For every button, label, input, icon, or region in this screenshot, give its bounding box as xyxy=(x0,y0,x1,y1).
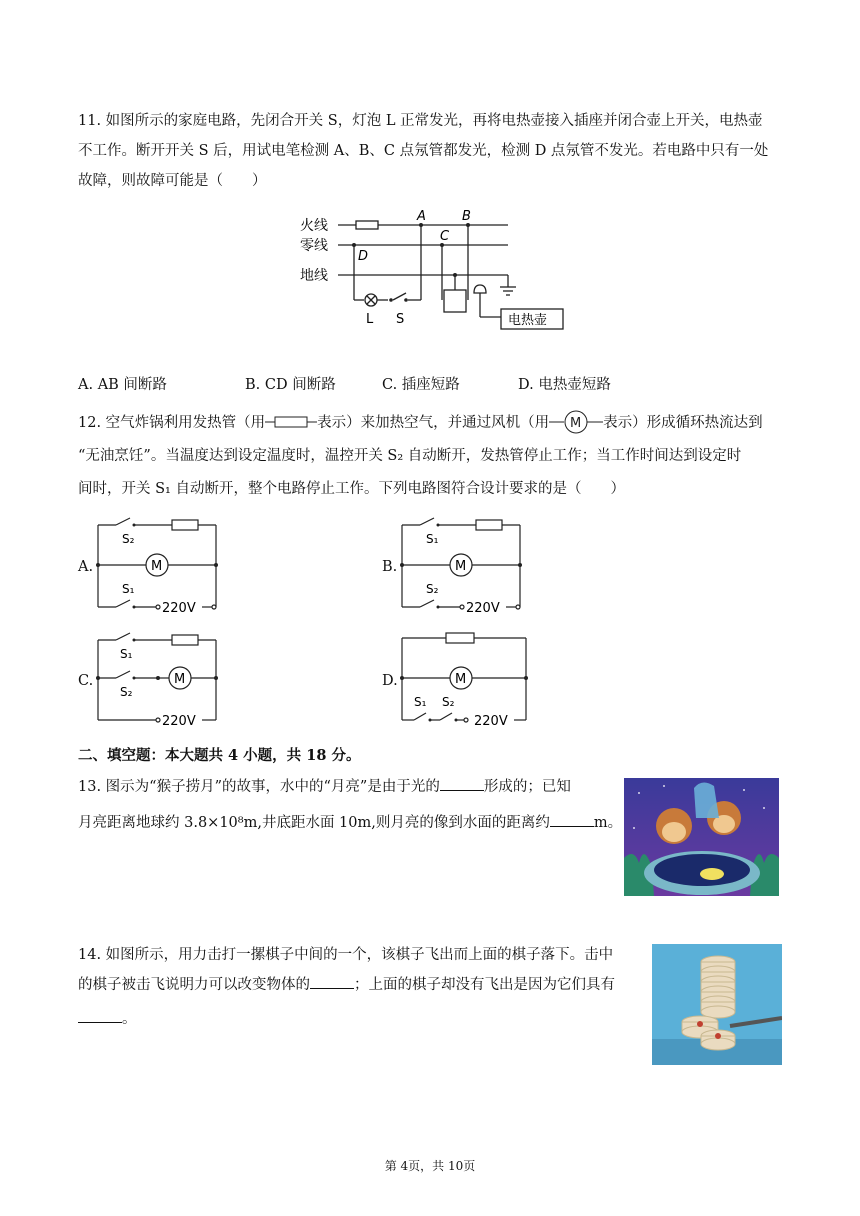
ground-wire-label: 地线 xyxy=(300,268,328,284)
q12-line1-part2: 表示）来加热空气，并通过风机（用 xyxy=(317,415,550,431)
circuit-c-s1: S₁ xyxy=(120,647,133,661)
circuit-b-diagram xyxy=(398,515,528,615)
chess-stack-photo xyxy=(652,944,782,1065)
q12-line2: “无油烹饪”。当温度达到设定温度时，温控开关 S₂ 自动断开，发热管停止工作；当工作时间达到设定时 xyxy=(78,448,742,464)
fan-motor-symbol xyxy=(549,409,603,435)
q14-line2 xyxy=(78,970,638,1000)
point-d-label: D xyxy=(358,249,369,264)
section-heading: 二、填空题：本大题共 4 小题，共 18 分。 xyxy=(78,747,361,764)
q11-circuit-figure xyxy=(296,205,596,345)
circuit-b-s1: S₁ xyxy=(426,532,439,546)
circuit-c-voltage: 220V xyxy=(162,714,196,728)
q14-line1: 14. 如图所示，用力击打一摞棋子中间的一个，该棋子飞出而上面的棋子落下。击中 xyxy=(78,947,614,963)
q13-line1-part1: 13. 图示为“猴子捞月”的故事，水中的“月亮”是由于光的 xyxy=(78,779,440,795)
switch-label: S xyxy=(396,312,405,327)
circuit-d-s1: S₁ xyxy=(414,695,427,709)
q13-line2-part1: 月亮距离地球约 3.8×10⁸m,井底距水面 10m,则月亮的像到水面的距离约 xyxy=(78,815,550,831)
circuit-d-motor-letter: M xyxy=(455,672,467,687)
circuit-a-voltage: 220V xyxy=(162,601,196,615)
q12-line3: 间时，开关 S₁ 自动断开，整个电路停止工作。下列电路图符合设计要求的是（ ） xyxy=(78,481,625,497)
q14-line2-part1: 的棋子被击飞说明力可以改变物体的 xyxy=(78,977,310,993)
circuit-a-s1: S₁ xyxy=(122,582,135,596)
q11-option-d: D. 电热壶短路 xyxy=(518,377,611,393)
q13-line1-part2: 形成的；已知 xyxy=(483,779,571,795)
q11-line2: 不工作。断开开关 S 后，用试电笔检测 A、B、C 点氖管都发光，检测 D 点氖管不发光。若电路中只有一处 xyxy=(78,143,769,159)
q11-option-c: C. 插座短路 xyxy=(382,377,460,393)
q12-line1-part1: 12. 空气炸锅利用发热管（用 xyxy=(78,415,266,431)
q12-line1 xyxy=(78,408,778,438)
circuit-a-s2: S₂ xyxy=(122,532,135,546)
q11-option-a: A. AB 间断路 xyxy=(78,377,167,393)
q13-blank-2 xyxy=(550,812,594,827)
q11-option-b: B. CD 间断路 xyxy=(245,377,336,393)
circuit-b-s2: S₂ xyxy=(426,582,439,596)
q14-blank-1 xyxy=(310,974,354,989)
circuit-a-motor-letter: M xyxy=(151,559,163,574)
q13-line1 xyxy=(78,772,618,802)
circuit-b-voltage: 220V xyxy=(466,601,500,615)
circuit-b-motor-letter: M xyxy=(455,559,467,574)
circuit-c-diagram xyxy=(94,628,224,728)
kettle-label: 电热壶 xyxy=(508,313,548,328)
circuit-d-diagram xyxy=(398,628,533,728)
circuit-a-diagram xyxy=(94,515,224,615)
q13-line2 xyxy=(78,808,623,838)
page-footer: 第 4页，共 10页 xyxy=(384,1159,476,1173)
q14-line3 xyxy=(78,1004,638,1034)
q11-line1: 11. 如图所示的家庭电路，先闭合开关 S，灯泡 L 正常发光，再将电热壶接入插座并闭合壶上开关，电热壶 xyxy=(78,113,763,129)
q13-line2-part2: m。 xyxy=(593,815,623,831)
circuit-d-s2: S₂ xyxy=(442,695,455,709)
lamp-label: L xyxy=(366,312,374,327)
neutral-wire-label: 零线 xyxy=(300,238,328,254)
q14-line2-part2: ；上面的棋子却没有飞出是因为它们具有 xyxy=(354,977,615,993)
circuit-c-s2: S₂ xyxy=(120,685,133,699)
heater-symbol xyxy=(265,415,317,429)
fan-motor-symbol-letter: M xyxy=(570,416,582,431)
q14-line3-period: 。 xyxy=(122,1011,137,1027)
point-c-label: C xyxy=(440,229,450,244)
circuit-d-label: D. xyxy=(382,673,398,689)
q12-line1-part3: 表示）形成循环热流达到 xyxy=(603,415,763,431)
point-a-label: A xyxy=(417,209,426,224)
circuit-d-voltage: 220V xyxy=(474,714,508,728)
q14-blank-2 xyxy=(78,1008,122,1023)
live-wire-label: 火线 xyxy=(300,218,328,234)
circuit-b-label: B. xyxy=(382,559,398,575)
circuit-c-label: C. xyxy=(78,673,94,689)
monkey-moon-illustration xyxy=(624,778,779,896)
q11-line3: 故障，则故障可能是（ ） xyxy=(78,173,267,189)
circuit-a-label: A. xyxy=(78,559,94,575)
q13-blank-1 xyxy=(440,776,484,791)
circuit-c-motor-letter: M xyxy=(174,672,186,687)
point-b-label: B xyxy=(462,209,471,224)
